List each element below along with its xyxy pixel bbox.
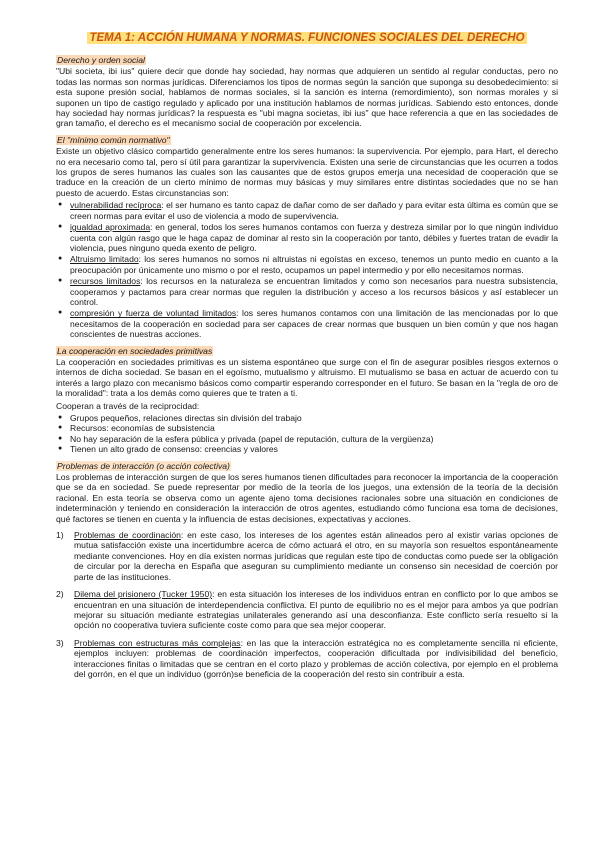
list-item: ● Recursos: economías de subsistencia [70, 423, 558, 433]
circunstancias-list [56, 200, 558, 339]
paragraph-cooperacion: La cooperación en sociedades primitivas es un sistema espontáneo que surge con el fin de asegurar posibles riesgos externos o internos de dicha sociedad. Se basan en el egoísmo, mutualismo y altruismo. El mutualismo se basa en actuar de acuerdo con tu interés a largo plazo con mecanismo básicos como compartir esperando corresponder en el futuro. Se basan en la "regla de oro de la moralidad": trata a los demás como quieres que te traten a ti. [56, 356, 558, 399]
paragraph-reciprocidad: Cooperan a través de la reciprocidad: [56, 400, 200, 411]
list-item: 2) Dilema del prisionero (Tucker 1950): en esta situación los intereses de los individuos entran en conflicto por lo que ambos se encuentran en una situación de interdependencia conflictiva. El punto de equilibrio no es el mejor para ambos ya que podrían mejorar su situación mediante estrategias unilaterales generando así una desconfianza. Este conflicto sería resuelto si la opción no cooperativa tuviera suficiente coste como para que sea mejor cooperar. [56, 589, 558, 631]
list-item: ● vulnerabilidad recíproca: el ser humano es tanto capaz de dañar como de ser dañado y para evitar esta última es común que se creen normas para evitar el uso de violencia a modo de supervivencia. [70, 200, 558, 221]
list-item: ● recursos limitados: los recursos en la naturaleza se encuentran limitados y como son necesarios para nuestra subsistencia, cooperamos y pactamos para crear normas que regulen la distribución y acceso a los recursos básicos y así establecer un control. [70, 276, 558, 307]
list-item: ● Tienen un alto grado de consenso: creencias y valores [70, 444, 558, 454]
problemas-list [56, 530, 558, 679]
paragraph-minimo: Existe un objetivo clásico compartido generalmente entre los seres humanos: la supervivencia. Por ejemplo, para Hart, el derecho no era necesario como tal, pero sí útil para garantizar la supervivencia. Existen una serie de circunstancias que les ocurren a todos los grupos de seres humanos las cuales son las causantes que de estos grupos emerja una necesidad de cooperación que se traduce en la creación de un cierto mínimo de normas muy básicas y muy similares entre distintas sociedades que no se han puesto de acuerdo. Estas circunstancias son: [56, 146, 558, 198]
reciprocidad-list [56, 413, 558, 455]
list-item: 1) Problemas de coordinación: en este caso, los intereses de los agentes están alineados pero al existir varias opciones de mutua satisfacción existe una incertidumbre acerca de cómo actuará el otro, en su mayoría son resueltos espontáneamente mediante convenciones. Hoy en día existen normas jurídicas que regulan este tipo de conductas como puede ser la obligación de circular por la derecha en España que aseguran su cumplimiento mediante un consenso sin necesidad de coerción por parte de las instituciones. [56, 530, 559, 582]
document-title: TEMA 1: ACCIÓN HUMANA Y NORMAS. FUNCIONES SOCIALES DEL DERECHO [89, 32, 525, 44]
paragraph-interaccion: Los problemas de interacción surgen de que los seres humanos tienen dificultades para reconocer la importancia de la cooperación que se da en sociedad. Se puede representar por medio de la teoría de los juegos, una extensión de la teoría de la decisión racional. En esta teoría se observa como un agente ajeno toma decisiones racionales sobre una situación en condiciones de indeterminación y teniendo en consideración la interacción de otros agentes, estudiando cómo funciona esa toma de decisiones, qué factores se tienen en cuenta y la influencia de estas decisiones, expectativas y acciones. [56, 472, 558, 524]
section-heading-cooperacion: La cooperación en sociedades primitivas [57, 345, 213, 356]
list-item: ● No hay separación de la esfera pública y privada (papel de reputación, cultura de la vergüenza) [70, 434, 558, 444]
list-item: ● Altruismo limitado: los seres humanos no somos ni altruistas ni egoístas en exceso, tenemos un punto medio en cuanto a la preocupación por únicamente uno mismo o por el resto, ocupamos un papel intermedio y por ello necesitamos normas. [70, 254, 558, 275]
list-item: ● Grupos pequeños, relaciones directas sin división del trabajo [70, 413, 558, 423]
section-heading-derecho: Derecho y orden social [57, 55, 145, 65]
list-item: ● igualdad aproximada: en general, todos los seres humanos contamos con fuerza y destreza similar por lo que ningún individuo cuenta con algún rasgo que le haga capaz de dominar al resto sin la cooperación por tanto, débiles y fuertes tratan de evadir la violencia, pues ninguno queda exento de peligro. [70, 222, 558, 253]
paragraph-derecho: "Ubi societa, ibi ius" quiere decir que donde hay sociedad, hay normas que adquieren un sentido al regular conductas, pero no todas las normas son normas jurídicas. Diferenciamos los tipos de normas según la sanción que suponga su desobedecimiento: si esta supone presión social, hablamos de normas sociales, si la sanción es interna (remordimiento), son normas morales y si suponen un tipo de castigo regulado y aplicado por una institución hablamos de normas jurídicas. Sabiendo esto entonces, donde hay sociedad hay normas jurídicas? la respuesta es "ubi magna societas, ibi ius" que hace referencia a que en las sociedades de gran tamaño, el derecho es el mecanismo social de cooperación por excelencia. [56, 66, 558, 129]
list-item: ● compresión y fuerza de voluntad limitados: los seres humanos contamos con una limitación de las mencionadas por lo que necesitamos de la cooperación en sociedad para ser capaces de crear normas que busquen un bien común y que nos hagan conscientes de nuestras acciones. [70, 308, 558, 339]
section-heading-interaccion: Problemas de interacción (o acción colectiva) [57, 460, 230, 471]
section-heading-minimo: El "mínimo común normativo" [57, 134, 170, 145]
list-item: 3) Problemas con estructuras más complejas: en las que la interacción estratégica no es completamente sencilla ni eficiente, ejemplos incluyen: problemas de coordinación imperfectos, cooperación dificultada por indivisibilidad del beneficio, interacciones finitas o limitadas que se centran en el corto plazo y problemas de acción colectiva, por ejemplo en el problema del gorrón, en el que un individuo (gorrón)se beneficia de la cooperación del resto sin contribuir a esta. [56, 637, 559, 679]
